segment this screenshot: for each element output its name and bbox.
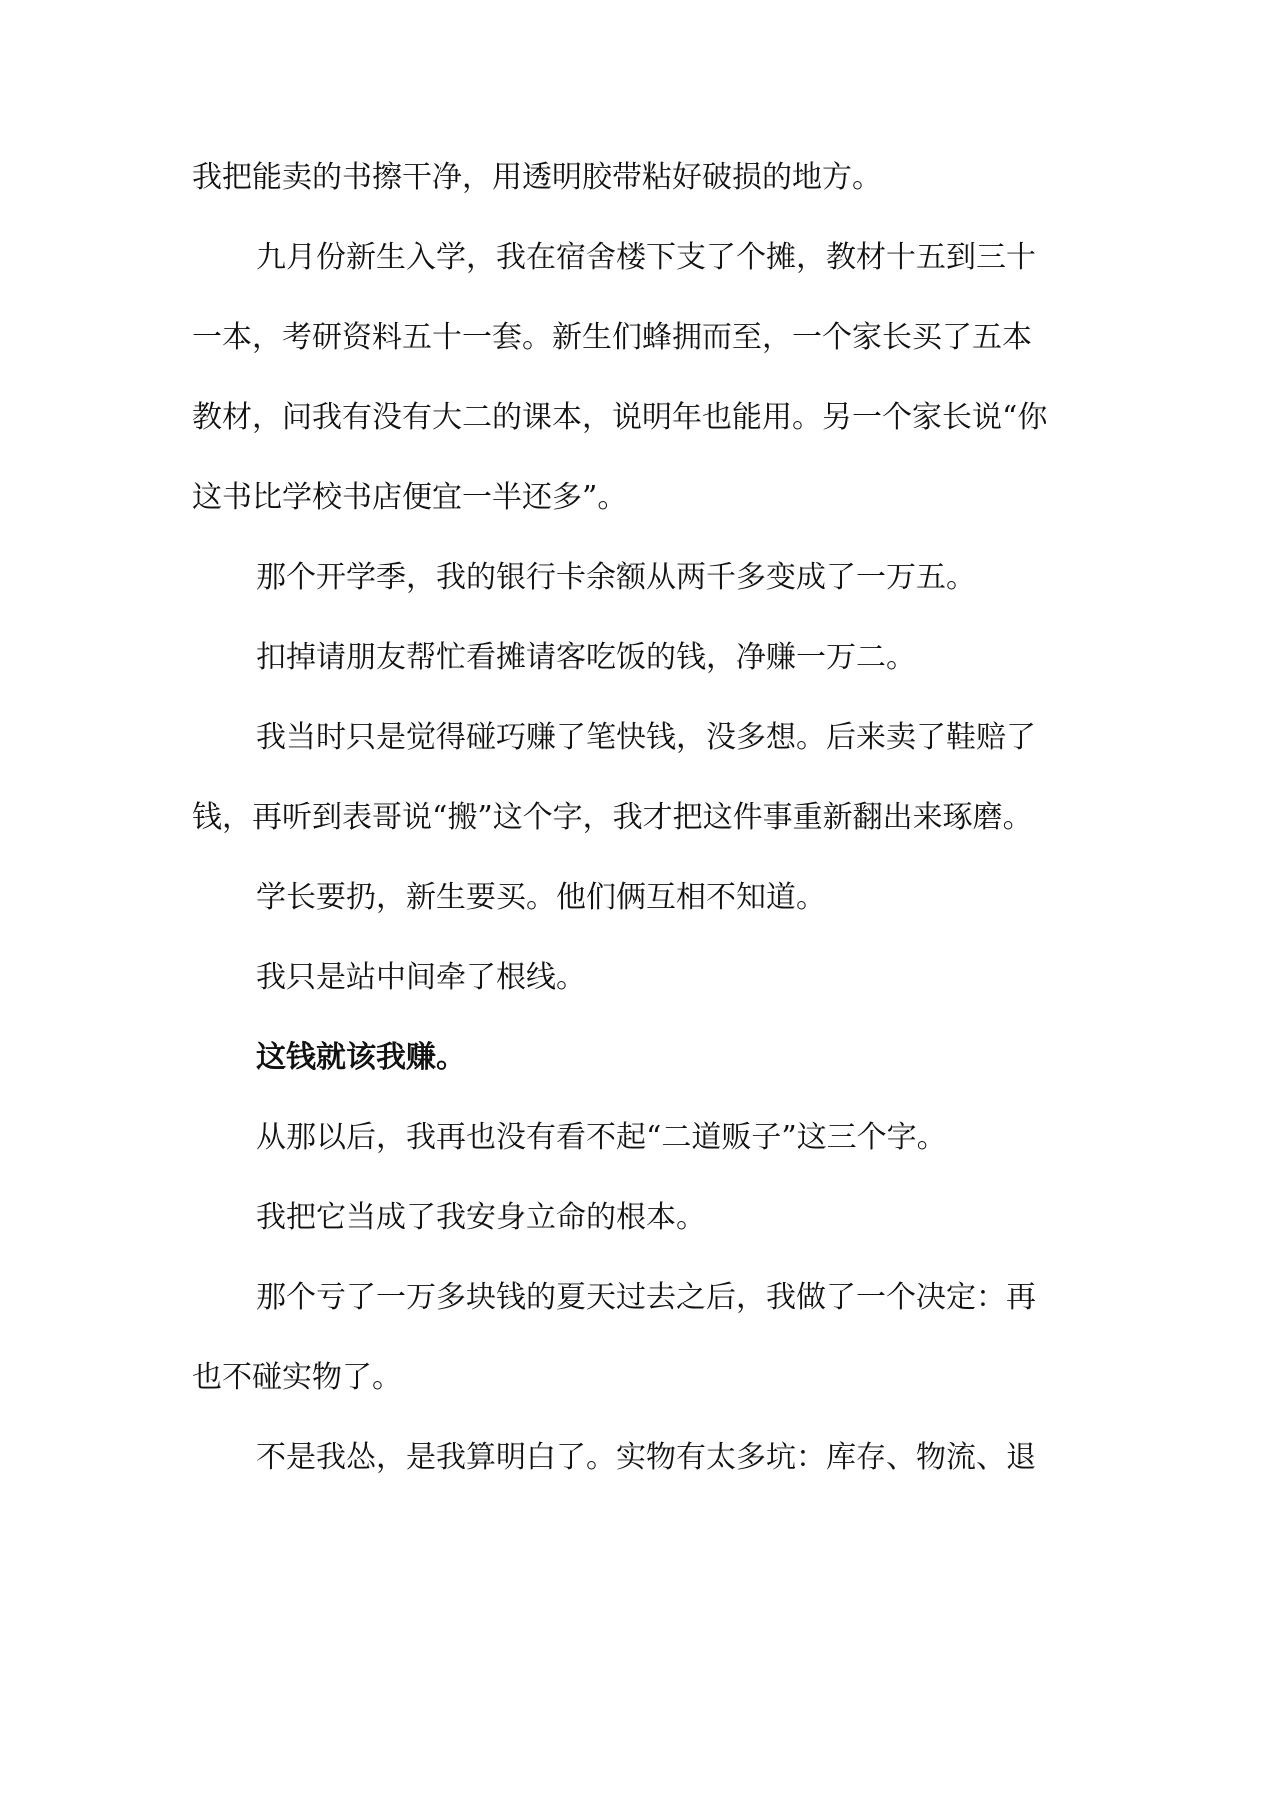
text-line: 我只是站中间牵了根线。 bbox=[256, 960, 586, 995]
text-line: 我把能卖的书擦干净，用透明胶带粘好破损的地方。 bbox=[192, 160, 882, 195]
text-line: 从那以后，我再也没有看不起“二道贩子”这三个字。 bbox=[256, 1120, 947, 1155]
text-line: 钱，再听到表哥说“搬”这个字，我才把这件事重新翻出来琢磨。 bbox=[192, 800, 1033, 835]
text-line: 这钱就该我赚。 bbox=[256, 1040, 466, 1075]
text-line: 学长要扔，新生要买。他们俩互相不知道。 bbox=[256, 880, 826, 915]
text-line: 教材，问我有没有大二的课本，说明年也能用。另一个家长说“你 bbox=[192, 400, 1048, 435]
text-line: 一本，考研资料五十一套。新生们蜂拥而至，一个家长买了五本 bbox=[192, 320, 1032, 355]
text-line: 不是我怂，是我算明白了。实物有太多坑：库存、物流、退 bbox=[256, 1440, 1036, 1475]
text-line: 扣掉请朋友帮忙看摊请客吃饭的钱，净赚一万二。 bbox=[256, 640, 916, 675]
text-line: 也不碰实物了。 bbox=[192, 1360, 402, 1395]
text-line: 那个亏了一万多块钱的夏天过去之后，我做了一个决定：再 bbox=[256, 1280, 1036, 1315]
text-line: 我把它当成了我安身立命的根本。 bbox=[256, 1200, 706, 1235]
text-line: 这书比学校书店便宜一半还多”。 bbox=[192, 480, 628, 515]
text-line: 九月份新生入学，我在宿舍楼下支了个摊，教材十五到三十 bbox=[256, 240, 1036, 275]
text-line: 我当时只是觉得碰巧赚了笔快钱，没多想。后来卖了鞋赔了 bbox=[256, 720, 1036, 755]
text-line: 那个开学季，我的银行卡余额从两千多变成了一万五。 bbox=[256, 560, 976, 595]
